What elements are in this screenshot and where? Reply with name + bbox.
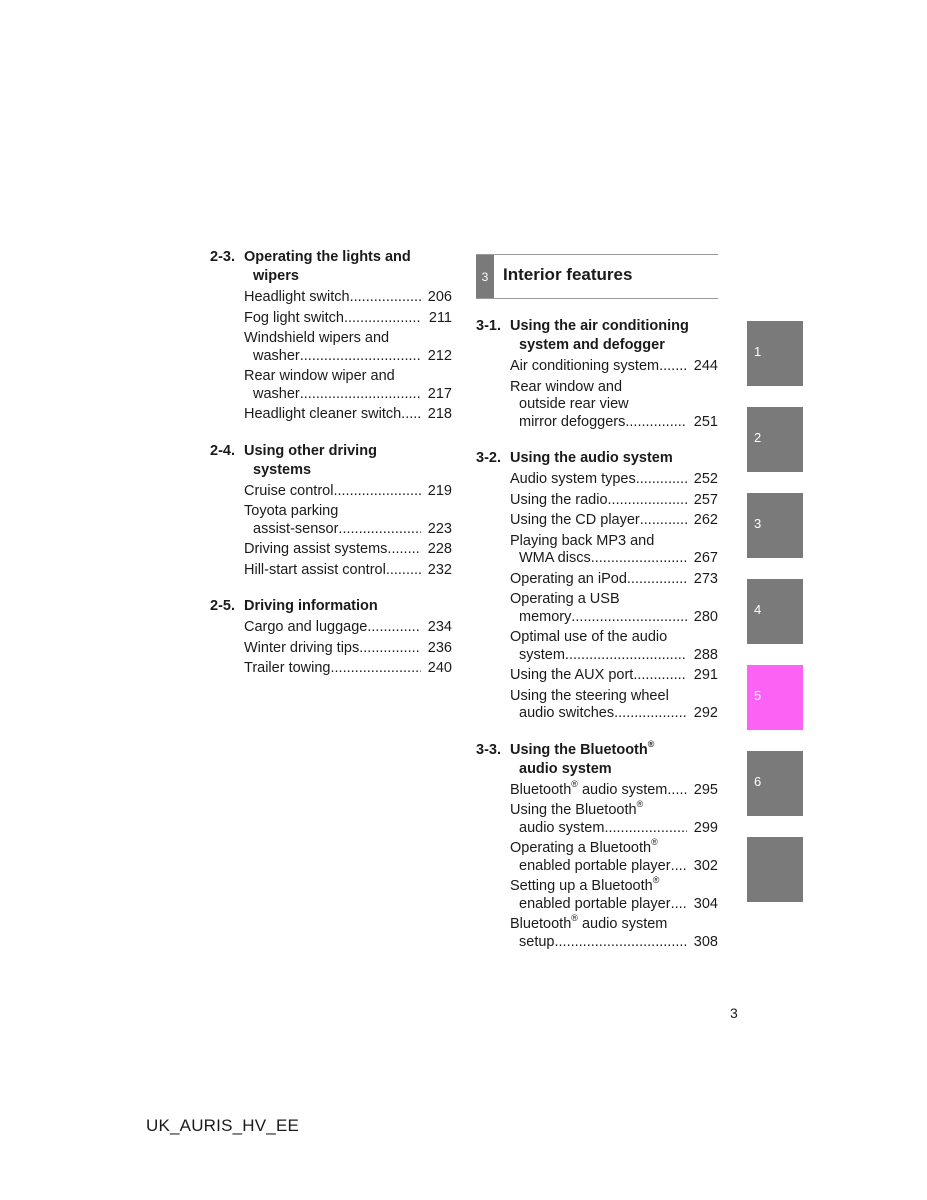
section-heading [476, 449, 718, 468]
section-heading [210, 442, 452, 480]
section-title-line: Driving information [244, 598, 378, 614]
entry-page-number: 219 [427, 482, 452, 499]
dot-leader [604, 820, 687, 838]
section-number: 2-5. [210, 598, 235, 614]
toc-entry[interactable] [244, 368, 452, 403]
dot-leader [671, 858, 687, 876]
entry-text: washer [253, 347, 300, 364]
section-heading [476, 738, 718, 779]
entry-page-number: 251 [693, 413, 718, 430]
entry-text: Setting up a Bluetooth® [510, 875, 660, 894]
toc-entry[interactable] [510, 629, 718, 664]
entry-page-number: 280 [693, 608, 718, 625]
toc-entry[interactable] [510, 533, 718, 568]
entry-page-number: 212 [427, 347, 452, 364]
entry-text: Headlight cleaner switch [244, 406, 402, 422]
entry-text: Cargo and luggage [244, 619, 368, 635]
tab-label: 4 [754, 602, 762, 617]
entry-text: WMA discs [519, 550, 591, 566]
toc-entry[interactable] [510, 379, 718, 432]
page-number: 3 [730, 1005, 738, 1021]
toc-entry[interactable] [510, 875, 718, 913]
section-title-line: Using the air conditioning [510, 318, 689, 334]
section-title-line: Operating the lights and [244, 249, 411, 265]
toc-section [476, 738, 718, 952]
entry-text: audio system [519, 819, 605, 836]
dot-leader [633, 667, 687, 685]
toc-entry[interactable] [244, 660, 452, 678]
entry-page-number: 240 [427, 660, 452, 676]
entry-page-number: 292 [693, 705, 718, 721]
chapter-number-chip: 3 [476, 255, 494, 298]
toc-entry[interactable] [510, 591, 718, 626]
toc-entry[interactable] [244, 310, 452, 328]
entry-page-number: 308 [693, 933, 718, 950]
entry-text: setup [519, 933, 555, 950]
section-number: 3-2. [476, 450, 501, 466]
entry-page-number: 211 [428, 309, 452, 326]
section-title-line: systems [253, 461, 312, 478]
entry-text: Operating an iPod [510, 570, 627, 587]
chapter-tab-2[interactable] [747, 407, 803, 472]
entry-text: Cruise control [244, 482, 334, 499]
right-sections [476, 317, 718, 951]
entry-text: Rear window wiper and [244, 368, 395, 384]
entry-page-number: 262 [693, 512, 718, 528]
entry-text: Using the Bluetooth® [510, 799, 644, 818]
section-heading [476, 317, 718, 355]
toc-entry[interactable] [244, 483, 452, 501]
entry-text: Using the CD player [510, 512, 640, 528]
section-number: 2-3. [210, 249, 235, 265]
toc-entry[interactable] [244, 541, 452, 559]
entry-page-number: 273 [693, 570, 718, 587]
dot-leader [344, 310, 421, 328]
dot-leader [667, 782, 687, 800]
dot-leader [333, 483, 421, 501]
toc-entry[interactable] [244, 640, 452, 658]
chapter-title: Interior features [503, 265, 633, 284]
entry-text: assist-sensor [253, 520, 339, 537]
entry-page-number: 232 [427, 561, 452, 578]
toc-entry[interactable] [244, 619, 452, 637]
section-number: 3-3. [476, 741, 501, 758]
entry-text: mirror defoggers [519, 413, 626, 430]
entry-page-number: 267 [693, 550, 718, 566]
entry-text: Operating a Bluetooth® [510, 837, 658, 856]
entry-text: Winter driving tips [244, 639, 360, 656]
entry-text: Hill-start assist control [244, 561, 386, 578]
entry-text: Bluetooth® audio system [510, 778, 668, 798]
chapter-tab-3[interactable] [747, 493, 803, 558]
toc-entry[interactable] [244, 330, 452, 365]
toc-entry[interactable] [510, 571, 718, 589]
toc-entry[interactable] [510, 799, 718, 837]
toc-entry[interactable] [510, 358, 718, 376]
entry-text: Playing back MP3 and [510, 532, 655, 549]
toc-entry[interactable] [244, 562, 452, 580]
tab-label: 6 [754, 774, 762, 789]
dot-leader [636, 471, 687, 489]
entry-page-number: 291 [693, 667, 718, 683]
tab-label: 5 [754, 688, 762, 703]
right-toc-column [476, 254, 718, 969]
entry-text: Headlight switch [244, 289, 350, 305]
entry-page-number: 257 [693, 491, 718, 508]
section-title-line: Using other driving [244, 442, 377, 459]
chapter-tab-1[interactable] [747, 321, 803, 386]
section-heading [210, 597, 452, 616]
section-title-line: audio system [519, 760, 612, 777]
toc-entry[interactable] [510, 512, 718, 530]
dot-leader [591, 550, 687, 568]
dot-leader [300, 386, 421, 404]
entry-text: Toyota parking [244, 503, 339, 519]
entry-text: Using the steering wheel [510, 687, 669, 704]
entry-text: Rear window and [510, 378, 623, 395]
dot-leader [627, 571, 687, 589]
section-title-line: wipers [253, 268, 299, 284]
dot-leader [331, 660, 422, 678]
toc-entry[interactable] [510, 778, 718, 800]
entry-text: Using the AUX port [510, 667, 634, 683]
toc-section [210, 248, 452, 424]
entry-text: washer [253, 385, 300, 402]
entry-text: Operating a USB [510, 591, 620, 607]
dot-leader [300, 348, 421, 366]
dot-leader [659, 358, 687, 376]
section-title-line: Using the audio system [510, 450, 673, 466]
chapter-header [476, 254, 718, 299]
entry-text: outside rear view [519, 396, 629, 412]
footer-code: UK_AURIS_HV_EE [146, 1116, 300, 1135]
section-title-line: system and defogger [519, 337, 665, 353]
entry-page-number: 295 [693, 781, 718, 798]
entry-page-number: 234 [427, 619, 452, 635]
dot-leader [401, 406, 421, 424]
toc-section [210, 597, 452, 678]
dot-leader [554, 934, 687, 952]
entry-page-number: 252 [693, 471, 718, 487]
section-title-line: Using the Bluetooth® [510, 738, 655, 758]
chapter-tab-6[interactable] [747, 751, 803, 816]
entry-text: Windshield wipers and [244, 330, 390, 346]
toc-entry[interactable] [510, 471, 718, 489]
dot-leader [387, 541, 421, 559]
entry-page-number: 218 [427, 406, 452, 422]
entry-text: Trailer towing [244, 660, 331, 676]
entry-text: Using the radio [510, 491, 608, 508]
chapter-tab-4[interactable] [747, 579, 803, 644]
toc-section [476, 449, 718, 723]
toc-entry[interactable] [244, 289, 452, 307]
entry-page-number: 236 [427, 639, 452, 656]
dot-leader [386, 562, 421, 580]
toc-entry[interactable] [510, 837, 718, 875]
entry-text: audio switches [519, 705, 615, 721]
entry-text: Bluetooth® audio system [510, 913, 668, 932]
entry-text: Fog light switch [244, 309, 344, 326]
entry-page-number: 288 [693, 646, 718, 663]
entry-page-number: 302 [693, 857, 718, 874]
section-heading [210, 248, 452, 286]
entry-text: Driving assist systems [244, 541, 388, 557]
dot-leader [608, 492, 687, 510]
dot-leader [671, 896, 687, 914]
dot-leader [367, 619, 421, 637]
entry-page-number: 299 [693, 819, 718, 836]
toc-section [210, 442, 452, 580]
tab-label: 3 [754, 516, 762, 531]
dot-leader [565, 647, 687, 665]
entry-page-number: 217 [427, 385, 452, 402]
tab-label: 1 [754, 344, 762, 359]
dot-leader [338, 521, 421, 539]
toc-entry[interactable] [244, 503, 452, 538]
toc-entry[interactable] [510, 667, 718, 685]
entry-text: enabled portable player [519, 857, 671, 874]
dot-leader [571, 609, 687, 627]
entry-page-number: 206 [427, 289, 452, 305]
chapter-tab-index[interactable] [747, 837, 803, 902]
dot-leader [614, 705, 687, 723]
entry-page-number: 228 [427, 541, 452, 557]
entry-text: Optimal use of the audio [510, 629, 668, 645]
toc-entry[interactable] [510, 688, 718, 723]
entry-text: Air conditioning system [510, 358, 660, 374]
dot-leader [640, 512, 687, 530]
entry-text: Audio system types [510, 471, 636, 487]
entry-page-number: 304 [693, 895, 718, 912]
chapter-tab-5[interactable] [747, 665, 803, 730]
section-number: 3-1. [476, 318, 501, 334]
entry-text: system [519, 646, 565, 663]
toc-entry[interactable] [510, 913, 718, 951]
left-toc-column [210, 248, 452, 696]
entry-text: enabled portable player [519, 895, 671, 912]
dot-leader [625, 414, 687, 432]
toc-section [476, 317, 718, 431]
entry-text: memory [519, 608, 572, 625]
tab-label: 2 [754, 430, 762, 445]
dot-leader [350, 289, 421, 307]
entry-page-number: 244 [693, 358, 718, 374]
toc-entry[interactable] [510, 492, 718, 510]
dot-leader [359, 640, 421, 658]
section-number: 2-4. [210, 442, 235, 459]
entry-page-number: 223 [427, 520, 452, 537]
toc-entry[interactable] [244, 406, 452, 424]
